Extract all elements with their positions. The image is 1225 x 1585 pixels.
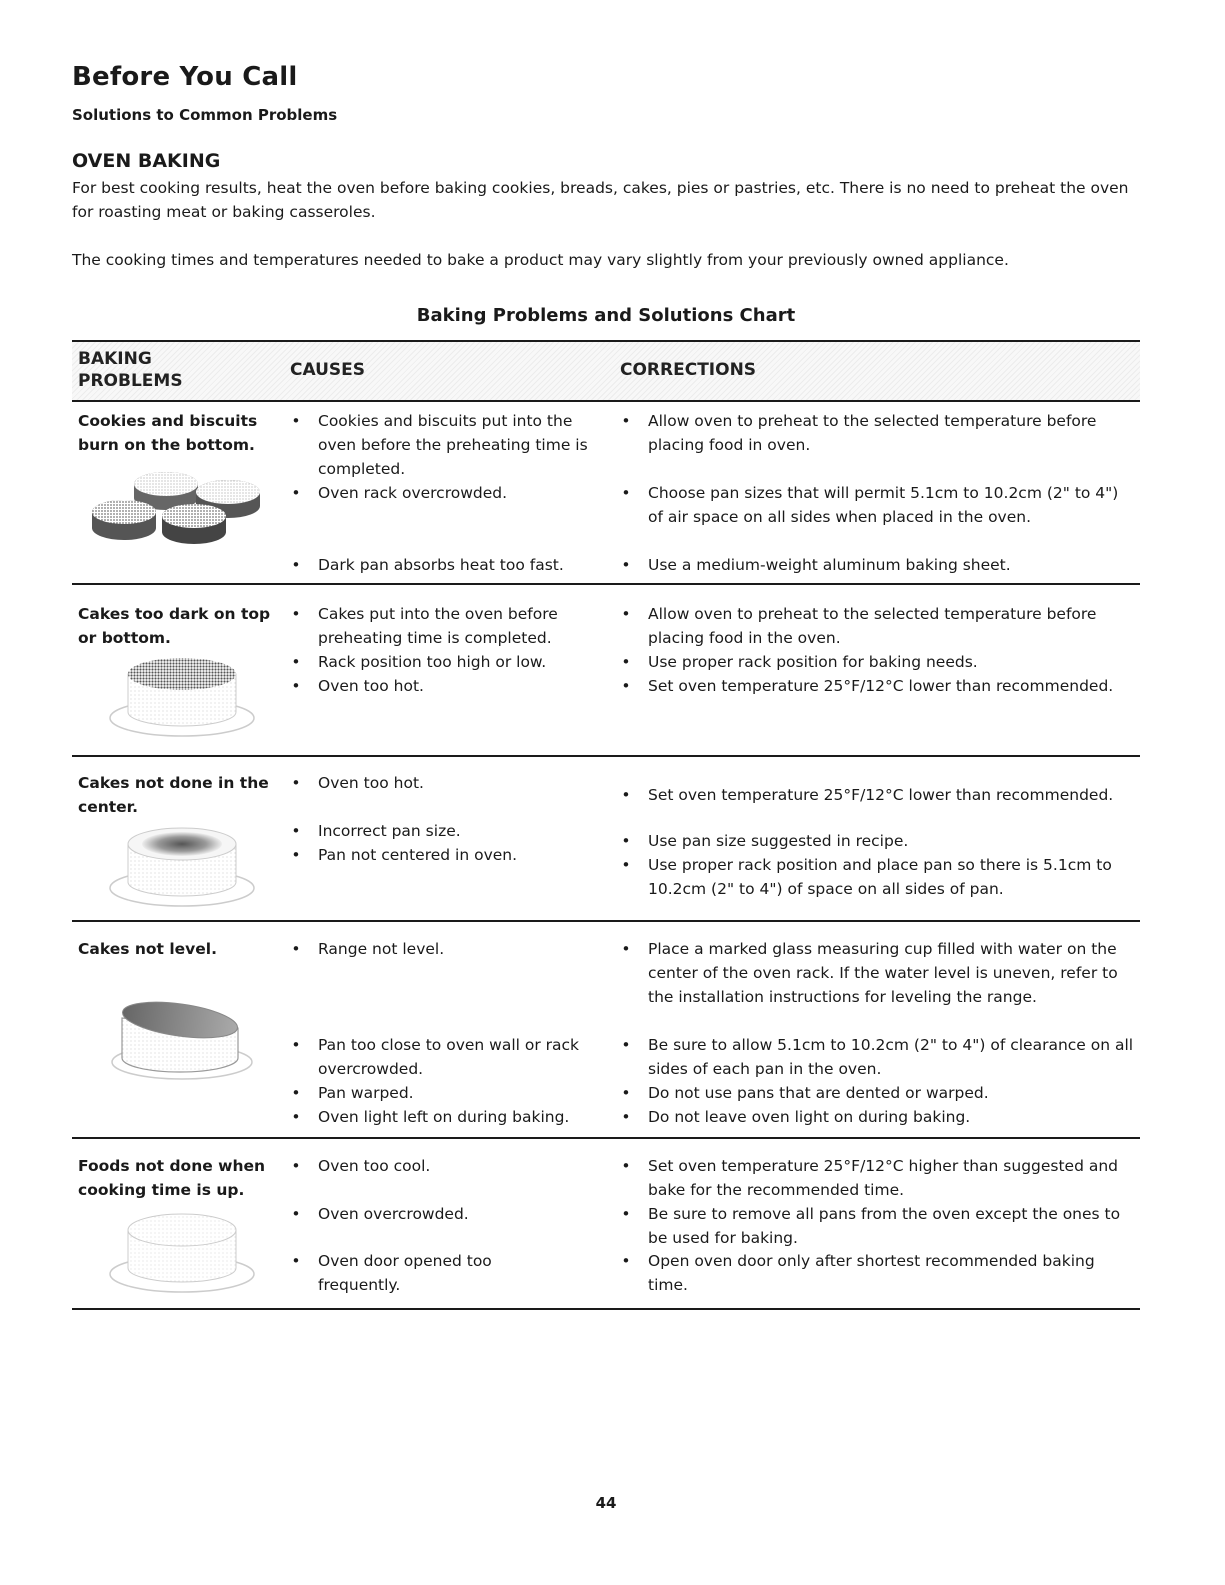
correction-item: • Allow oven to preheat to the selected temperature before placing food in oven.: [648, 409, 1138, 457]
bullet-icon: •: [291, 822, 301, 840]
correction-item: • Use proper rack position and place pan so there is 5.1cm to 10.2cm (2" to 4") of space on all sides of pan.: [648, 853, 1138, 901]
page-number: 44: [595, 1494, 617, 1512]
bullet-icon: •: [621, 1252, 631, 1270]
problem-label: Foods not done when cooking time is up.: [78, 1157, 266, 1199]
chart-title: Baking Problems and Solutions Chart: [416, 305, 796, 326]
correction-item: • Use pan size suggested in recipe.: [648, 829, 1138, 853]
correction-item: • Place a marked glass measuring cup filled with water on the center of the oven rack. If the water level is uneven, refer to the installation instructions for leveling the range.: [648, 937, 1138, 1009]
cause-item: • Range not level.: [318, 937, 608, 961]
bullet-icon: •: [291, 484, 301, 502]
correction-item: • Set oven temperature 25°F/12°C higher than suggested and bake for the recommended time.: [648, 1154, 1138, 1202]
bullet-icon: •: [291, 774, 301, 792]
cause-item: • Rack position too high or low.: [318, 650, 608, 674]
column-header-causes: CAUSES: [290, 360, 366, 380]
correction-item: • Do not use pans that are dented or warped.: [648, 1081, 1138, 1105]
bullet-icon: •: [621, 832, 631, 850]
correction-item: • Use a medium-weight aluminum baking sheet.: [648, 553, 1138, 577]
row-divider: [72, 583, 1140, 585]
bullet-icon: •: [291, 1036, 301, 1054]
bullet-icon: •: [621, 1157, 631, 1175]
cause-item: • Oven door opened too frequently.: [318, 1249, 548, 1297]
problem-label: Cakes not level.: [78, 940, 217, 958]
cause-item: • Oven light left on during baking.: [318, 1105, 618, 1129]
dark-cake-icon: [106, 650, 258, 740]
page-title: Before You Call: [72, 62, 298, 92]
correction-item: • Be sure to allow 5.1cm to 10.2cm (2" to 4") of clearance on all sides of each pan in the oven.: [648, 1033, 1138, 1081]
bullet-icon: •: [621, 786, 631, 804]
cause-item: • Cakes put into the oven before preheating time is completed.: [318, 602, 608, 650]
bullet-icon: •: [291, 556, 301, 574]
bullet-icon: •: [291, 412, 301, 430]
correction-item: • Set oven temperature 25°F/12°C lower than recommended.: [648, 674, 1138, 698]
bullet-icon: •: [291, 940, 301, 958]
column-header-problems-line1: BAKING: [78, 349, 152, 369]
bullet-icon: •: [291, 677, 301, 695]
correction-item: • Be sure to remove all pans from the oven except the ones to be used for baking.: [648, 1202, 1138, 1250]
problem-label: Cakes too dark on top or bottom.: [78, 605, 271, 647]
cause-item: • Oven too hot.: [318, 674, 608, 698]
correction-item: • Choose pan sizes that will permit 5.1cm to 10.2cm (2" to 4") of air space on all sides when placed in the oven.: [648, 481, 1138, 529]
column-header-corrections: CORRECTIONS: [620, 360, 757, 380]
bullet-icon: •: [291, 605, 301, 623]
cause-item: • Pan too close to oven wall or rack overcrowded.: [318, 1033, 608, 1081]
tilted-cake-icon: [106, 992, 256, 1084]
row-divider: [72, 1308, 1140, 1310]
cause-item: • Dark pan absorbs heat too fast.: [318, 553, 608, 577]
bullet-icon: •: [291, 1157, 301, 1175]
intro-paragraph-preheat: For best cooking results, heat the oven before baking cookies, breads, cakes, pies or pastries, etc. There is no need to preheat the oven for roasting meat or baking casseroles.: [72, 179, 1129, 221]
row-divider: [72, 755, 1140, 757]
row-divider: [72, 1137, 1140, 1139]
correction-item: • Open oven door only after shortest recommended baking time.: [648, 1249, 1138, 1297]
bullet-icon: •: [291, 1084, 301, 1102]
underdone-cake-icon: [106, 820, 258, 910]
bullet-icon: •: [621, 412, 631, 430]
bullet-icon: •: [621, 605, 631, 623]
page-subtitle: Solutions to Common Problems: [72, 106, 338, 124]
bullet-icon: •: [621, 1108, 631, 1126]
cause-item: • Oven too cool.: [318, 1154, 608, 1178]
bullet-icon: •: [621, 1036, 631, 1054]
pale-cake-icon: [106, 1204, 258, 1296]
bullet-icon: •: [291, 1252, 301, 1270]
intro-paragraph-times: The cooking times and temperatures needed to bake a product may vary slightly from your previously owned appliance.: [72, 251, 1009, 269]
cause-item: • Oven too hot.: [318, 771, 608, 795]
bullet-icon: •: [621, 677, 631, 695]
bullet-icon: •: [291, 1108, 301, 1126]
table-header: [72, 340, 1140, 402]
problem-label: Cookies and biscuits burn on the bottom.: [78, 412, 258, 454]
cause-item: • Oven overcrowded.: [318, 1202, 608, 1226]
bullet-icon: •: [291, 1205, 301, 1223]
bullet-icon: •: [621, 1084, 631, 1102]
row-divider: [72, 920, 1140, 922]
correction-item: • Allow oven to preheat to the selected temperature before placing food in the oven.: [648, 602, 1138, 650]
column-header-problems-line2: PROBLEMS: [78, 371, 183, 391]
column-header-problems: [78, 348, 208, 392]
bullet-icon: •: [621, 653, 631, 671]
bullet-icon: •: [621, 1205, 631, 1223]
cause-item: • Oven rack overcrowded.: [318, 481, 608, 505]
bullet-icon: •: [621, 484, 631, 502]
bullet-icon: •: [291, 653, 301, 671]
correction-item: • Set oven temperature 25°F/12°C lower than recommended.: [648, 783, 1138, 807]
correction-item: • Do not leave oven light on during baking.: [648, 1105, 1138, 1129]
problem-label: Cakes not done in the center.: [78, 774, 269, 816]
section-title: OVEN BAKING: [72, 150, 221, 172]
bullet-icon: •: [621, 940, 631, 958]
bullet-icon: •: [621, 556, 631, 574]
cause-item: • Cookies and biscuits put into the oven before the preheating time is completed.: [318, 409, 608, 481]
cookies-icon: [86, 462, 266, 557]
cause-item: • Incorrect pan size.: [318, 819, 608, 843]
bullet-icon: •: [291, 846, 301, 864]
bullet-icon: •: [621, 856, 631, 874]
correction-item: • Use proper rack position for baking needs.: [648, 650, 1138, 674]
cause-item: • Pan not centered in oven.: [318, 843, 608, 867]
cause-item: • Pan warped.: [318, 1081, 608, 1105]
